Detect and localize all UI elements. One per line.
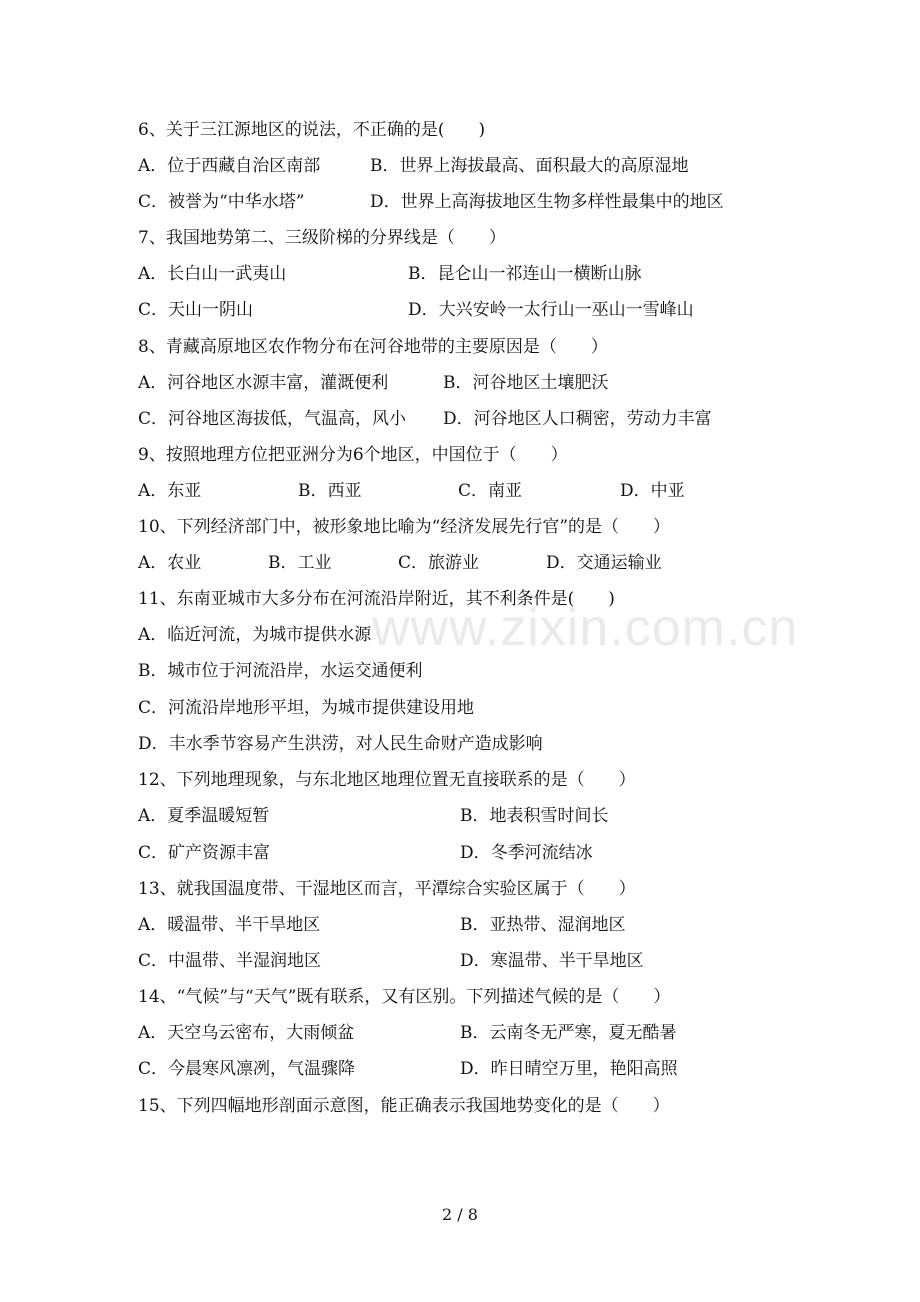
question-8-stem: 8、青藏高原地区农作物分布在河谷地带的主要原因是（ ） [138,337,608,357]
option-d: D．世界上高海拔地区生物多样性最集中的地区 [370,192,724,212]
option-b: B．西亚 [298,481,362,501]
option-c: C．天山一阴山 [138,300,254,320]
option-a: A．农业 [138,553,202,573]
option-c: C．中温带、半湿润地区 [138,951,322,971]
option-b: B．昆仑山一祁连山一横断山脉 [408,264,642,284]
question-11-option-c: C．河流沿岸地形平坦，为城市提供建设用地 [138,698,475,718]
watermark: www.zixin.com.cn [372,599,799,657]
option-a: A．河谷地区水源丰富，灌溉便利 [138,373,389,393]
option-a: A．长白山一武夷山 [138,264,287,284]
option-a: A．夏季温暖短暂 [138,806,270,826]
option-d: D．中亚 [620,481,685,501]
option-b: B．工业 [268,553,332,573]
question-9-stem: 9、按照地理方位把亚洲分为6个地区，中国位于（ ） [138,445,568,465]
question-6-stem: 6、关于三江源地区的说法，不正确的是( ) [138,120,486,140]
option-a: A．天空乌云密布，大雨倾盆 [138,1023,355,1043]
option-c: C．河谷地区海拔低，气温高，风小 [138,409,407,429]
question-10-stem: 10、下列经济部门中，被形象地比喻为“经济发展先行官”的是（ ） [138,517,671,537]
option-a: A．位于西藏自治区南部 [138,156,321,176]
option-b: B．云南冬无严寒，夏无酷暑 [460,1023,677,1043]
question-14-stem: 14、“气候”与“天气”既有联系，又有区别。下列描述气候的是（ ） [138,987,671,1007]
option-c: C．南亚 [458,481,523,501]
page-number: 2 / 8 [442,1205,478,1224]
option-d: D．寒温带、半干旱地区 [460,951,644,971]
option-c: C．今晨寒风凛冽，气温骤降 [138,1059,356,1079]
question-15-stem: 15、下列四幅地形剖面示意图，能正确表示我国地势变化的是（ ） [138,1096,670,1116]
question-11-option-b: B．城市位于河流沿岸，水运交通便利 [138,661,423,681]
option-b: B．地表积雪时间长 [460,806,609,826]
question-7-stem: 7、我国地势第二、三级阶梯的分界线是（ ） [138,228,506,248]
option-d: D．河谷地区人口稠密，劳动力丰富 [443,409,712,429]
option-b: B．世界上海拔最高、面积最大的高原湿地 [370,156,689,176]
option-d: D．交通运输业 [546,553,662,573]
option-d: D．大兴安岭一太行山一巫山一雪峰山 [408,300,694,320]
option-a: A．暖温带、半干旱地区 [138,915,321,935]
option-d: D．昨日晴空万里，艳阳高照 [460,1059,678,1079]
question-11-option-d: D．丰水季节容易产生洪涝，对人民生命财产造成影响 [138,734,543,754]
option-a: A．东亚 [138,481,202,501]
question-12-stem: 12、下列地理现象，与东北地区地理位置无直接联系的是（ ） [138,770,636,790]
option-d: D．冬季河流结冰 [460,843,593,863]
option-c: C．被誉为“中华水塔” [138,192,305,212]
option-c: C．矿产资源丰富 [138,843,271,863]
option-b: B．亚热带、湿润地区 [460,915,626,935]
question-11-stem: 11、东南亚城市大多分布在河流沿岸附近，其不利条件是( ) [138,589,615,609]
option-b: B．河谷地区土壤肥沃 [443,373,609,393]
question-13-stem: 13、就我国温度带、干湿地区而言，平潭综合实验区属于（ ） [138,879,636,899]
question-11-option-a: A．临近河流，为城市提供水源 [138,625,372,645]
option-c: C．旅游业 [398,553,480,573]
